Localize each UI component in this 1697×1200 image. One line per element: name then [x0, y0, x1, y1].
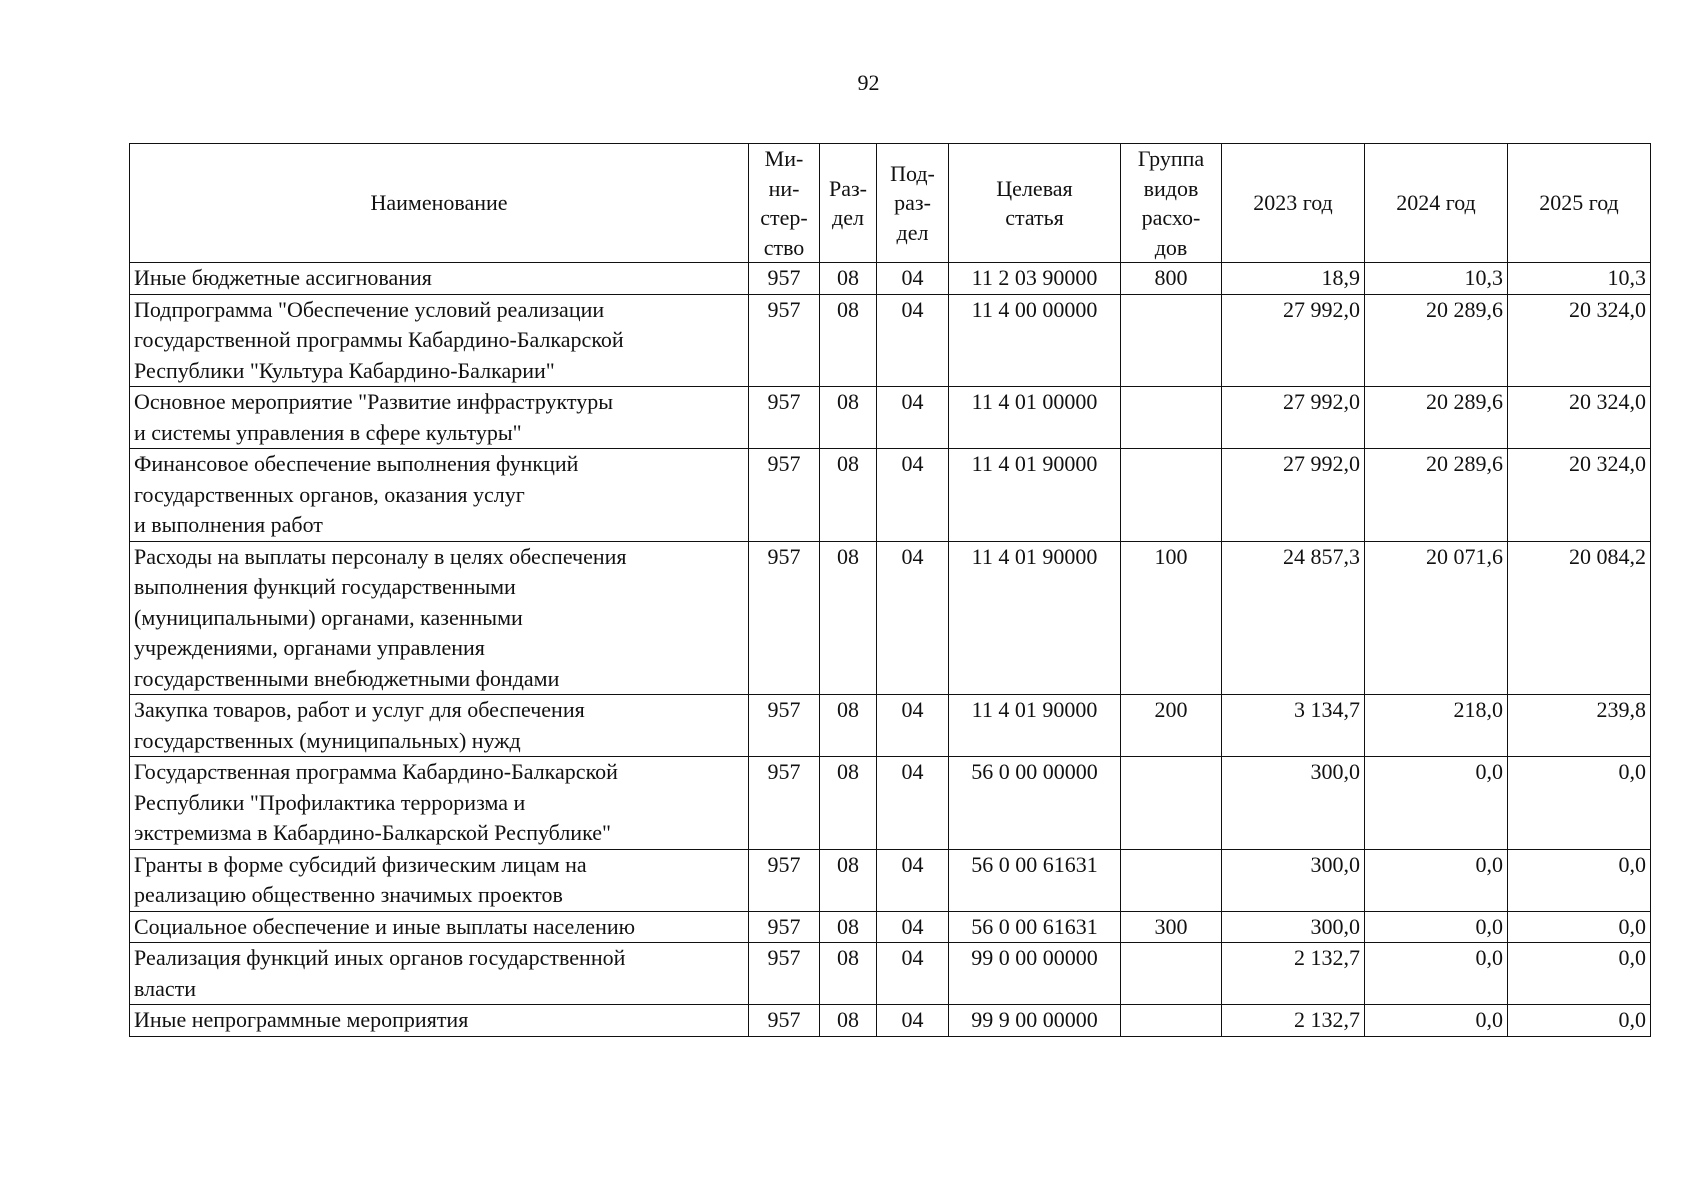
cell-ministry: 957: [749, 263, 820, 295]
cell-target-article: 99 0 00 00000: [949, 943, 1121, 1005]
cell-expense-group: 200: [1121, 695, 1222, 757]
cell-section: 08: [820, 449, 877, 542]
cell-ministry: 957: [749, 849, 820, 911]
cell-section: 08: [820, 294, 877, 387]
cell-target-article: 11 2 03 90000: [949, 263, 1121, 295]
cell-name: Государственная программа Кабардино-Балкарской Республики "Профилактика терроризма и экстремизма в Кабардино-Балкарской Республике": [130, 757, 749, 850]
cell-target-article: 11 4 01 90000: [949, 449, 1121, 542]
cell-subsection: 04: [877, 943, 949, 1005]
table-row: [130, 449, 1651, 542]
cell-2023: 2 132,7: [1222, 1005, 1365, 1037]
header-ministry: Ми- ни- стер- ство: [749, 144, 820, 263]
cell-2024: 20 289,6: [1365, 387, 1508, 449]
cell-section: 08: [820, 757, 877, 850]
cell-2023: 27 992,0: [1222, 294, 1365, 387]
cell-2024: 0,0: [1365, 1005, 1508, 1037]
cell-2025: 0,0: [1508, 943, 1651, 1005]
cell-2025: 0,0: [1508, 849, 1651, 911]
cell-section: 08: [820, 263, 877, 295]
cell-2024: 0,0: [1365, 943, 1508, 1005]
cell-subsection: 04: [877, 849, 949, 911]
cell-ministry: 957: [749, 757, 820, 850]
cell-2024: 20 071,6: [1365, 541, 1508, 695]
cell-2024: 0,0: [1365, 757, 1508, 850]
cell-2023: 300,0: [1222, 757, 1365, 850]
cell-expense-group: [1121, 294, 1222, 387]
header-expense-group: Группа видов расхо- дов: [1121, 144, 1222, 263]
cell-expense-group: [1121, 1005, 1222, 1037]
cell-subsection: 04: [877, 757, 949, 850]
cell-section: 08: [820, 943, 877, 1005]
page-number: 92: [857, 70, 880, 95]
cell-2023: 2 132,7: [1222, 943, 1365, 1005]
table-header: [130, 144, 1651, 263]
cell-ministry: 957: [749, 911, 820, 943]
cell-ministry: 957: [749, 541, 820, 695]
cell-name: Финансовое обеспечение выполнения функций государственных органов, оказания услуг и выполнения работ: [130, 449, 749, 542]
cell-name: Реализация функций иных органов государственной власти: [130, 943, 749, 1005]
header-name: Наименование: [130, 144, 749, 263]
cell-subsection: 04: [877, 387, 949, 449]
cell-expense-group: [1121, 943, 1222, 1005]
cell-expense-group: 300: [1121, 911, 1222, 943]
table-row: [130, 695, 1651, 757]
cell-subsection: 04: [877, 1005, 949, 1037]
cell-target-article: 11 4 00 00000: [949, 294, 1121, 387]
table-row: [130, 849, 1651, 911]
header-2024: 2024 год: [1365, 144, 1508, 263]
cell-ministry: 957: [749, 1005, 820, 1037]
cell-2025: 0,0: [1508, 911, 1651, 943]
header-subsection: Под- раз- дел: [877, 144, 949, 263]
cell-ministry: 957: [749, 294, 820, 387]
cell-section: 08: [820, 387, 877, 449]
cell-name: Гранты в форме субсидий физическим лицам на реализацию общественно значимых проектов: [130, 849, 749, 911]
cell-2023: 27 992,0: [1222, 449, 1365, 542]
cell-target-article: 11 4 01 00000: [949, 387, 1121, 449]
cell-subsection: 04: [877, 911, 949, 943]
cell-2024: 0,0: [1365, 849, 1508, 911]
cell-section: 08: [820, 911, 877, 943]
cell-target-article: 56 0 00 61631: [949, 911, 1121, 943]
cell-name: Основное мероприятие "Развитие инфраструктуры и системы управления в сфере культуры": [130, 387, 749, 449]
cell-target-article: 11 4 01 90000: [949, 695, 1121, 757]
table-row: [130, 943, 1651, 1005]
table-row: [130, 541, 1651, 695]
cell-expense-group: 800: [1121, 263, 1222, 295]
cell-section: 08: [820, 1005, 877, 1037]
cell-expense-group: [1121, 387, 1222, 449]
table-row: [130, 1005, 1651, 1037]
cell-subsection: 04: [877, 695, 949, 757]
cell-2023: 18,9: [1222, 263, 1365, 295]
cell-2025: 0,0: [1508, 1005, 1651, 1037]
cell-ministry: 957: [749, 449, 820, 542]
table-row: [130, 294, 1651, 387]
cell-2025: 20 324,0: [1508, 387, 1651, 449]
cell-subsection: 04: [877, 294, 949, 387]
cell-2025: 10,3: [1508, 263, 1651, 295]
header-section: Раз- дел: [820, 144, 877, 263]
cell-name: Социальное обеспечение и иные выплаты населению: [130, 911, 749, 943]
cell-2024: 20 289,6: [1365, 294, 1508, 387]
cell-2025: 0,0: [1508, 757, 1651, 850]
cell-target-article: 56 0 00 61631: [949, 849, 1121, 911]
table-row: [130, 911, 1651, 943]
cell-expense-group: [1121, 449, 1222, 542]
cell-name: Иные бюджетные ассигнования: [130, 263, 749, 295]
cell-2024: 218,0: [1365, 695, 1508, 757]
cell-target-article: 11 4 01 90000: [949, 541, 1121, 695]
header-2025: 2025 год: [1508, 144, 1651, 263]
cell-target-article: 56 0 00 00000: [949, 757, 1121, 850]
cell-section: 08: [820, 849, 877, 911]
cell-subsection: 04: [877, 263, 949, 295]
cell-2023: 24 857,3: [1222, 541, 1365, 695]
cell-subsection: 04: [877, 541, 949, 695]
cell-2023: 300,0: [1222, 911, 1365, 943]
cell-2024: 20 289,6: [1365, 449, 1508, 542]
cell-ministry: 957: [749, 387, 820, 449]
cell-name: Подпрограмма "Обеспечение условий реализации государственной программы Кабардино-Балкарской Республики "Культура Кабардино-Балкарии": [130, 294, 749, 387]
cell-subsection: 04: [877, 449, 949, 542]
cell-ministry: 957: [749, 943, 820, 1005]
table-row: [130, 387, 1651, 449]
cell-target-article: 99 9 00 00000: [949, 1005, 1121, 1037]
cell-2023: 300,0: [1222, 849, 1365, 911]
cell-section: 08: [820, 541, 877, 695]
cell-name: Закупка товаров, работ и услуг для обеспечения государственных (муниципальных) нужд: [130, 695, 749, 757]
cell-expense-group: [1121, 849, 1222, 911]
header-row: [130, 144, 1651, 263]
cell-name: Расходы на выплаты персоналу в целях обеспечения выполнения функций государственными (муниципальными) органами, казенными учреждениями, органами управления государственными внебюджетными фондами: [130, 541, 749, 695]
table-row: [130, 263, 1651, 295]
cell-2023: 3 134,7: [1222, 695, 1365, 757]
cell-2023: 27 992,0: [1222, 387, 1365, 449]
cell-expense-group: [1121, 757, 1222, 850]
cell-2024: 0,0: [1365, 911, 1508, 943]
header-2023: 2023 год: [1222, 144, 1365, 263]
cell-2024: 10,3: [1365, 263, 1508, 295]
cell-expense-group: 100: [1121, 541, 1222, 695]
cell-2025: 20 324,0: [1508, 449, 1651, 542]
cell-section: 08: [820, 695, 877, 757]
budget-table: [129, 143, 1651, 1037]
cell-ministry: 957: [749, 695, 820, 757]
table-body: [130, 263, 1651, 1037]
cell-name: Иные непрограммные мероприятия: [130, 1005, 749, 1037]
cell-2025: 20 324,0: [1508, 294, 1651, 387]
table-row: [130, 757, 1651, 850]
cell-2025: 239,8: [1508, 695, 1651, 757]
header-target-article: Целевая статья: [949, 144, 1121, 263]
cell-2025: 20 084,2: [1508, 541, 1651, 695]
